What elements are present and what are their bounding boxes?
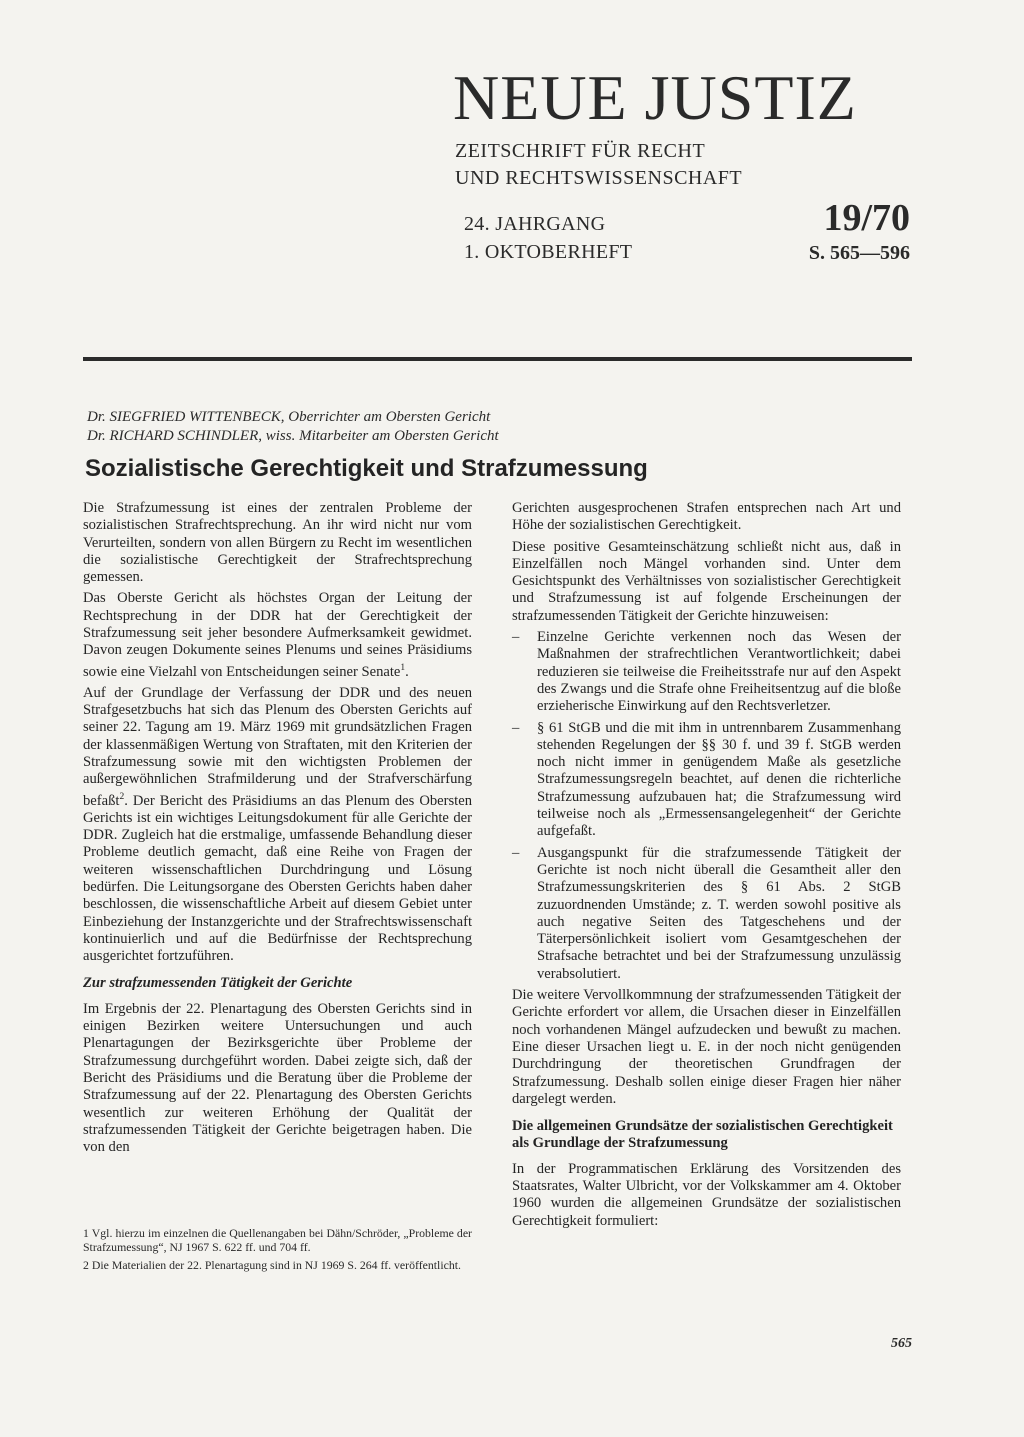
left-column bbox=[83, 500, 472, 1160]
paragraph-text-rest: . Der Bericht des Präsidiums an das Plenum des Obersten Gerichts ist ein wichtiges Leitungsdokument für alle Gerichte der DDR. Zugleich hat die erstmalige, umfassende Behandlung dieser Probleme deutlich gemacht, daß eine Reihe von Fragen der weiteren wissenschaftlichen Durchdringung und Lösung bedürfen. Die Leitungsorgane des Obersten Gerichts haben daher beschlossen, die wissenschaftliche Arbeit auf diesem Gebiet unter Einbeziehung der Instanzgerichte und der Strafrechtswissenschaft kontinuierlich und auf die Bedürfnisse der Rechtsprechung ausgerichtet fortzuführen. bbox=[83, 792, 472, 965]
list-item: – Ausgangspunkt für die strafzumessende Tätigkeit der Gerichte ist noch nicht überall die Gesamtheit aller den Strafzumessungskriterien des § 61 Abs. 2 StGB zuzuordnenden Umstände; z. T. werden sowohl positive als auch negative Seiten des Tatgeschehens und der Täterpersönlichkeit isoliert vom Gesamtgeschehen der Strafsache betrachtet und bei der Strafzumessung unzulässig verabsolutiert. bbox=[512, 845, 901, 983]
footnote-1: 1 Vgl. hierzu im einzelnen die Quellenangaben bei Dähn/Schröder, „Probleme der Strafzumessung“, NJ 1967 S. 622 ff. und 704 ff. bbox=[83, 1226, 472, 1254]
masthead-rule bbox=[83, 357, 912, 361]
paragraph: Die weitere Vervollkommnung der strafzumessenden Tätigkeit der Gerichte erfordert vor allem, die Ursachen dieser in Einzelfällen noch vorhandenen Mängel aufzudecken und bewußt zu machen. Eine dieser Ursachen liegt u. E. in der noch nicht genügenden Durchdringung der theoretischen Grundfragen der Strafzumessung. Deshalb sollen einige dieser Fragen hier näher dargelegt werden. bbox=[512, 987, 901, 1107]
issue-info bbox=[464, 210, 632, 266]
list-item: – Einzelne Gerichte verkennen noch das Wesen der Maßnahmen der strafrechtlichen Verantwortlichkeit; dabei reduzieren sie teilweise die Freiheitsstrafe nur auf den Aspekt des Zwangs und die Strafe ohne Freiheitsentzug auf die bloße erzieherische Einwirkung auf den Rechtsverletzer. bbox=[512, 629, 901, 715]
author-block bbox=[87, 408, 499, 446]
volume-label: 24. JAHRGANG bbox=[464, 213, 606, 235]
section-heading: Zur strafzumessenden Tätigkeit der Gerichte bbox=[83, 975, 353, 992]
paragraph-text: Das Oberste Gericht als höchstes Organ der Leitung der Rechtsprechung in der DDR hat der Gerechtigkeit der Strafzumessung seit jeher besondere Aufmerksamkeit gewidmet. Davon zeugen Dokumente seines Plenums und seines Präsidiums sowie eine Vielzahl von Entscheidungen seiner Senate bbox=[83, 590, 472, 680]
author-2: Dr. RICHARD SCHINDLER, wiss. Mitarbeiter am Obersten Gericht bbox=[87, 428, 499, 444]
footnote-ref-2: 2 bbox=[119, 791, 125, 802]
journal-title: NEUE JUSTIZ bbox=[453, 62, 857, 133]
subtitle-line-2: UND RECHTSWISSENSCHAFT bbox=[455, 167, 743, 189]
footnote-ref-1: 1 bbox=[400, 662, 406, 673]
issue-pages: S. 565—596 bbox=[808, 242, 910, 264]
article-title: Sozialistische Gerechtigkeit und Strafzumessung bbox=[85, 455, 648, 482]
issue-date-label: 1. OKTOBERHEFT bbox=[464, 241, 633, 263]
paragraph: Im Ergebnis der 22. Plenartagung des Obersten Gerichts sind in einigen Bezirken weitere Untersuchungen und auch Plenartagungen der Bezirksgerichte über Probleme der Strafzumessung durchgeführt worden. Dabei zeigte sich, daß der Bericht des Präsidiums und die Beratung über die Probleme der Strafzumessung auf der 22. Plenartagung des Obersten Gerichts wesentlich zur weiteren Erhöhung der Qualität der strafzumessenden Tätigkeit der Gerichte beigetragen haben. Die von den bbox=[83, 1000, 472, 1156]
paragraph bbox=[83, 685, 472, 966]
list-item: – § 61 StGB und die mit ihm in untrennbarem Zusammenhang stehenden Regelungen der §§ 30 f. und 39 f. StGB werden noch nicht immer in genügendem Maße als gesetzliche Strafzumessungsregeln beachtet, auf denen die richterliche Strafzumessung aufzubauen hat; die Strafzumessung wird teilweise noch als „Ermessensangelegenheit“ der Gerichte aufgefaßt. bbox=[512, 720, 901, 841]
footnote-2: 2 Die Materialien der 22. Plenartagung sind in NJ 1969 S. 264 ff. veröffentlicht. bbox=[83, 1258, 461, 1272]
section-heading: Die allgemeinen Grundsätze der sozialistischen Gerechtigkeit als Grundlage der Strafzumessung bbox=[512, 1118, 893, 1152]
author-1: Dr. SIEGFRIED WITTENBECK, Oberrichter am Obersten Gericht bbox=[87, 409, 491, 425]
paragraph-end: . bbox=[405, 663, 409, 680]
paragraph: Die Strafzumessung ist eines der zentralen Probleme der sozialistischen Strafrechtsprechung. An ihr wird nicht nur vom Verurteilten, sondern von allen Bürgern zu Recht im wesentlichen die sozialistische Gerechtigkeit der Strafrechtsprechung gemessen. bbox=[83, 500, 472, 586]
issue-number: 19/70 bbox=[823, 197, 910, 239]
journal-subtitle bbox=[455, 138, 742, 192]
paragraph: Gerichten ausgesprochenen Strafen entsprechen nach Art und Höhe der sozialistischen Gerechtigkeit. bbox=[512, 500, 901, 534]
page-number: 565 bbox=[891, 1336, 912, 1351]
right-column bbox=[512, 500, 901, 1234]
dash-list bbox=[512, 629, 901, 983]
paragraph-text: Auf der Grundlage der Verfassung der DDR und des neuen Strafgesetzbuchs hat sich das Plenum des Obersten Gerichts auf seiner 22. Tagung am 19. März 1969 mit grundsätzlichen Fragen der klassenmäßigen Wertung von Straftaten, mit den Kriterien der Strafzumessung sowie mit den wichtigsten Problemen der außergewöhnlichen Strafmilderung und der Strafverschärfung befaßt bbox=[83, 684, 472, 809]
paragraph: In der Programmatischen Erklärung des Vorsitzenden des Staatsrates, Walter Ulbricht, vor der Volkskammer am 4. Oktober 1960 wurden die allgemeinen Grundsätze der sozialistischen Gerechtigkeit formuliert: bbox=[512, 1160, 901, 1229]
subtitle-line-1: ZEITSCHRIFT FÜR RECHT bbox=[455, 140, 706, 162]
paragraph: Diese positive Gesamteinschätzung schließt nicht aus, daß in Einzelfällen noch Mängel vorhanden sind. Unter dem Gesichtspunkt des Verhältnisses von sozialistischer Gerechtigkeit und Strafzumessung ist auf folgende Erscheinungen der strafzumessenden Tätigkeit der Gerichte hinzuweisen: bbox=[512, 538, 901, 624]
footnotes bbox=[83, 1226, 472, 1276]
paragraph bbox=[83, 590, 472, 680]
